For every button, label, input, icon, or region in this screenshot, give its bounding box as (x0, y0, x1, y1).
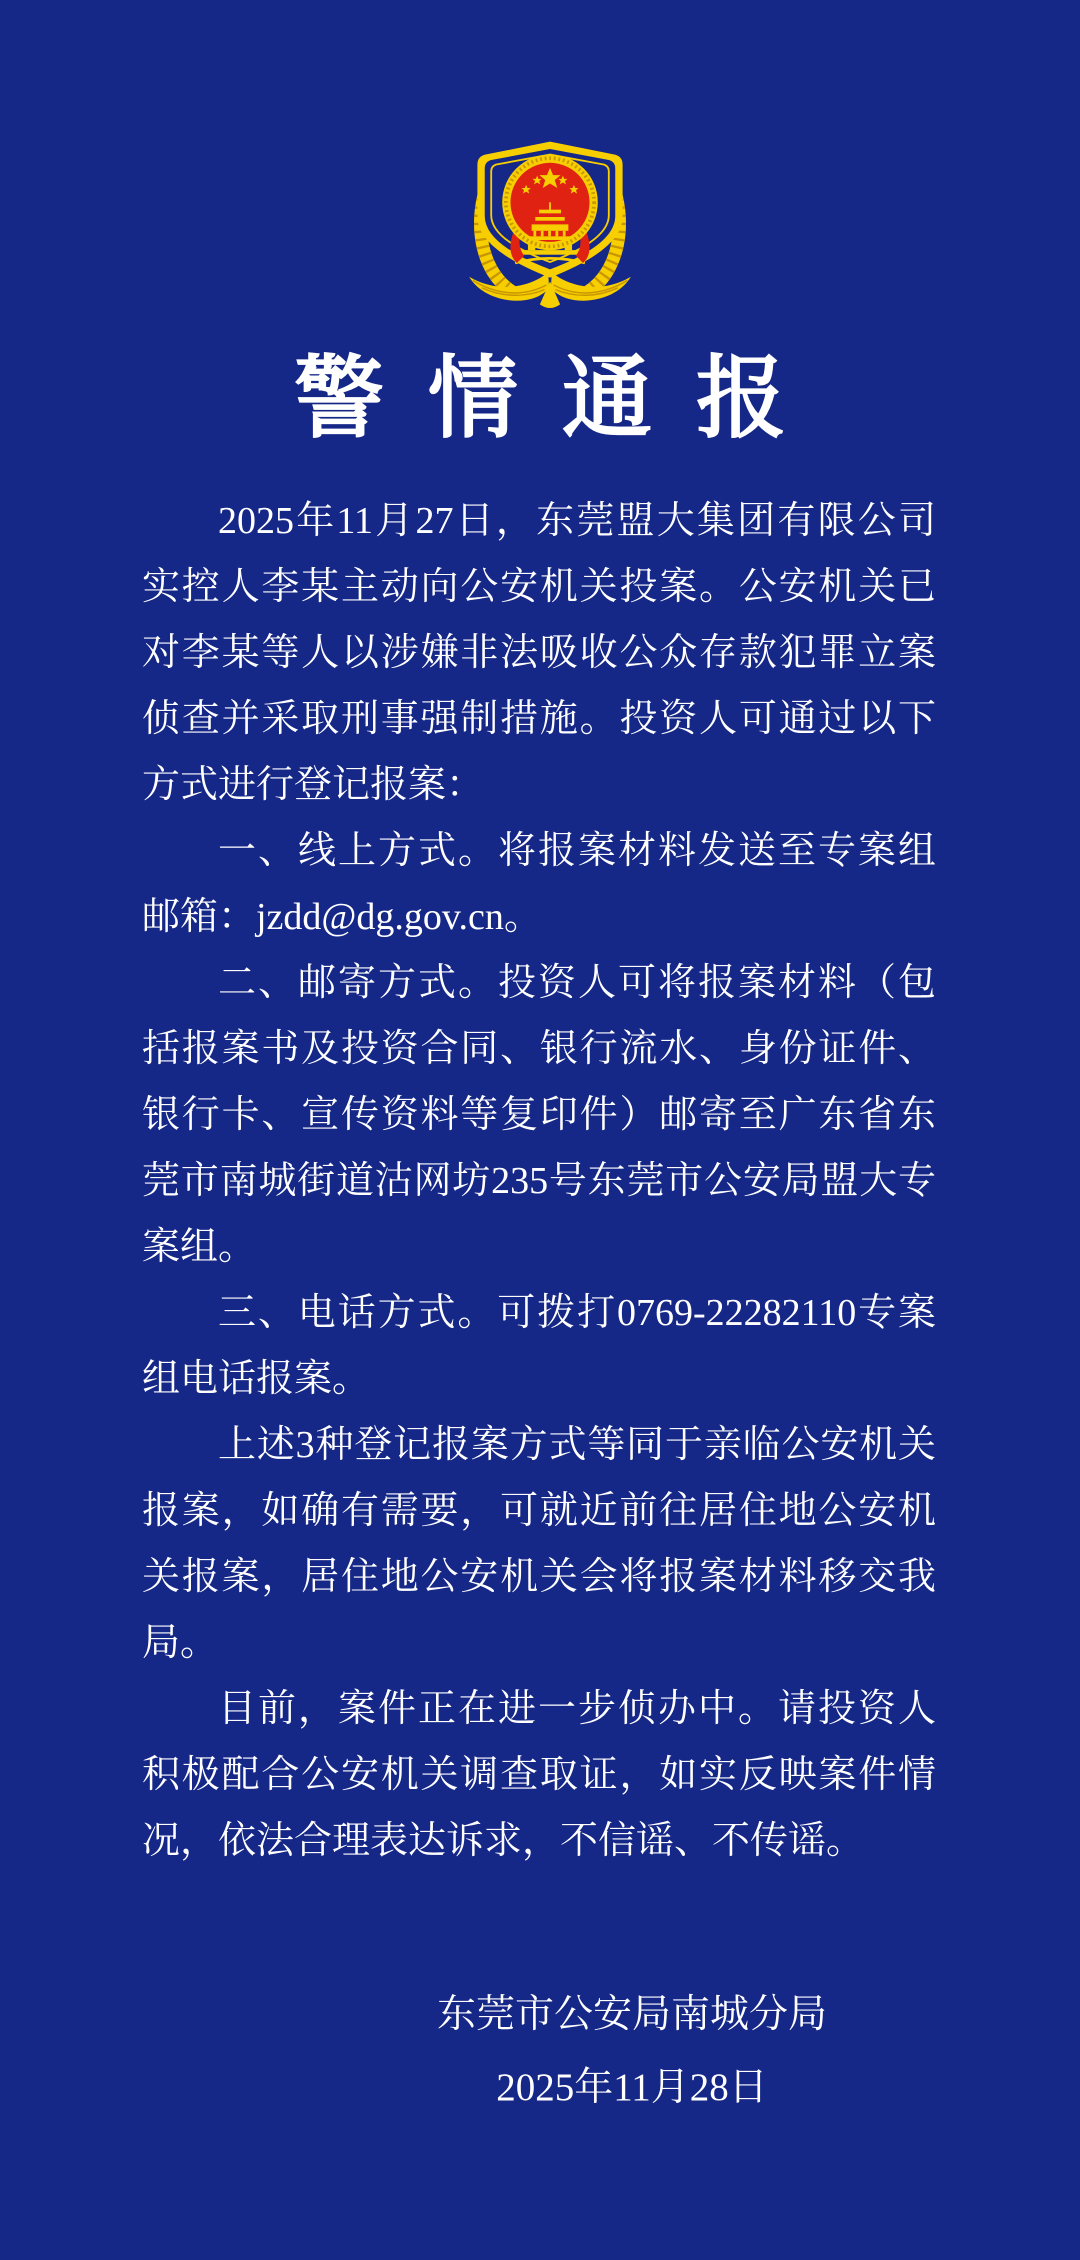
national-emblem-icon (502, 155, 598, 251)
notice-paragraph: 目前，案件正在进一步侦办中。请投资人积极配合公安机关调查取证，如实反映案件情况，依法合理表达诉求，不信谣、不传谣。 (142, 1688, 936, 1862)
notice-paragraph: 上述3种登记报案方式等同于亲临公安机关报案，如确有需要，可就近前往居住地公安机关报案，居住地公安机关会将报案材料移交我局。 (142, 1424, 936, 1664)
notice-title: 警情通报 (294, 350, 830, 449)
police-badge-icon (458, 138, 642, 308)
notice-paragraph: 三、电话方式。可拨打0769-22282110专案组电话报案。 (142, 1292, 936, 1400)
issue-date: 2025年11月28日 (496, 2066, 768, 2109)
issuer-signature: 东莞市公安局南城分局 (436, 1993, 828, 2036)
notice-paragraph: 2025年11月27日，东莞盟大集团有限公司实控人李某主动向公安机关投案。公安机关已对李某等人以涉嫌非法吸收公众存款犯罪立案侦查并采取刑事强制措施。投资人可通过以下方式进行登记报案： (142, 500, 936, 806)
notice-paragraph: 二、邮寄方式。投资人可将报案材料（包括报案书及投资合同、银行流水、身份证件、银行卡、宣传资料等复印件）邮寄至广东省东莞市南城街道沽网坊235号东莞市公安局盟大专案组。 (142, 962, 936, 1268)
notice-footer (437, 1978, 827, 2124)
notice-body (142, 488, 936, 1874)
notice-paragraph: 一、线上方式。将报案材料发送至专案组邮箱：jzdd@dg.gov.cn。 (142, 830, 936, 938)
